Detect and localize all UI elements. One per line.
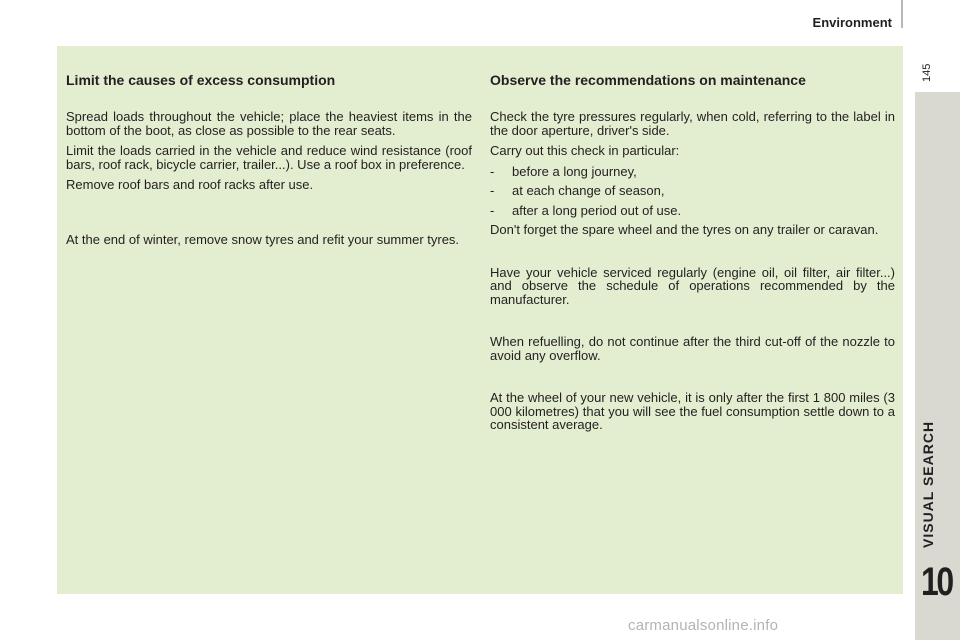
paragraph: Limit the loads carried in the vehicle and reduce wind resistance (roof bars, roof rack, bicycle carrier, trailer...). Use a roof box in preference. (66, 143, 472, 172)
list-item (490, 184, 895, 198)
header-divider (901, 0, 903, 28)
spacer (490, 369, 895, 391)
bullet-dash: - (490, 183, 495, 198)
bullet-dash: - (490, 202, 495, 218)
left-column (66, 72, 472, 253)
paragraph: Remove roof bars and roof racks after use. (66, 177, 314, 192)
spacer (490, 244, 895, 266)
chapter-tab-label[interactable]: VISUAL SEARCH (920, 420, 936, 548)
chapter-side-tab[interactable] (915, 92, 960, 640)
bullet-text: after a long period out of use. (512, 202, 682, 218)
page-number: 145 (921, 63, 933, 82)
paragraph: Have your vehicle serviced regularly (engine oil, oil filter, air filter...) and observe the schedule of operations recommended by the manufacturer. (490, 264, 895, 307)
right-column (490, 72, 895, 439)
paragraph: Spread loads throughout the vehicle; place the heaviest items in the bottom of the boot, as close as possible to the rear seats. (66, 109, 472, 138)
list-item (490, 204, 895, 218)
paragraph: Check the tyre pressures regularly, when cold, referring to the label in the door aperture, driver's side. (490, 109, 895, 138)
left-heading: Limit the causes of excess consumption (66, 72, 336, 88)
list-item (490, 165, 895, 179)
paragraph: Carry out this check in particular: (490, 143, 680, 158)
spacer (490, 313, 895, 335)
bullet-text: before a long journey, (512, 163, 637, 179)
right-heading: Observe the recommendations on maintenance (490, 72, 806, 88)
spacer (66, 199, 472, 233)
section-title: Environment (812, 15, 892, 30)
watermark: carmanualsonline.info (628, 617, 779, 634)
paragraph: At the end of winter, remove snow tyres and refit your summer tyres. (66, 231, 460, 247)
paragraph: When refuelling, do not continue after the third cut-off of the nozzle to avoid any overflow. (490, 334, 895, 363)
chapter-number: 10 (921, 560, 952, 604)
bullet-dash: - (490, 163, 495, 179)
paragraph: At the wheel of your new vehicle, it is only after the first 1 800 miles (3 000 kilometres) that you will see the fuel consumption settle down to a consistent average. (490, 390, 895, 432)
paragraph: Don't forget the spare wheel and the tyres on any trailer or caravan. (490, 222, 879, 237)
bullet-text: at each change of season, (512, 183, 665, 198)
